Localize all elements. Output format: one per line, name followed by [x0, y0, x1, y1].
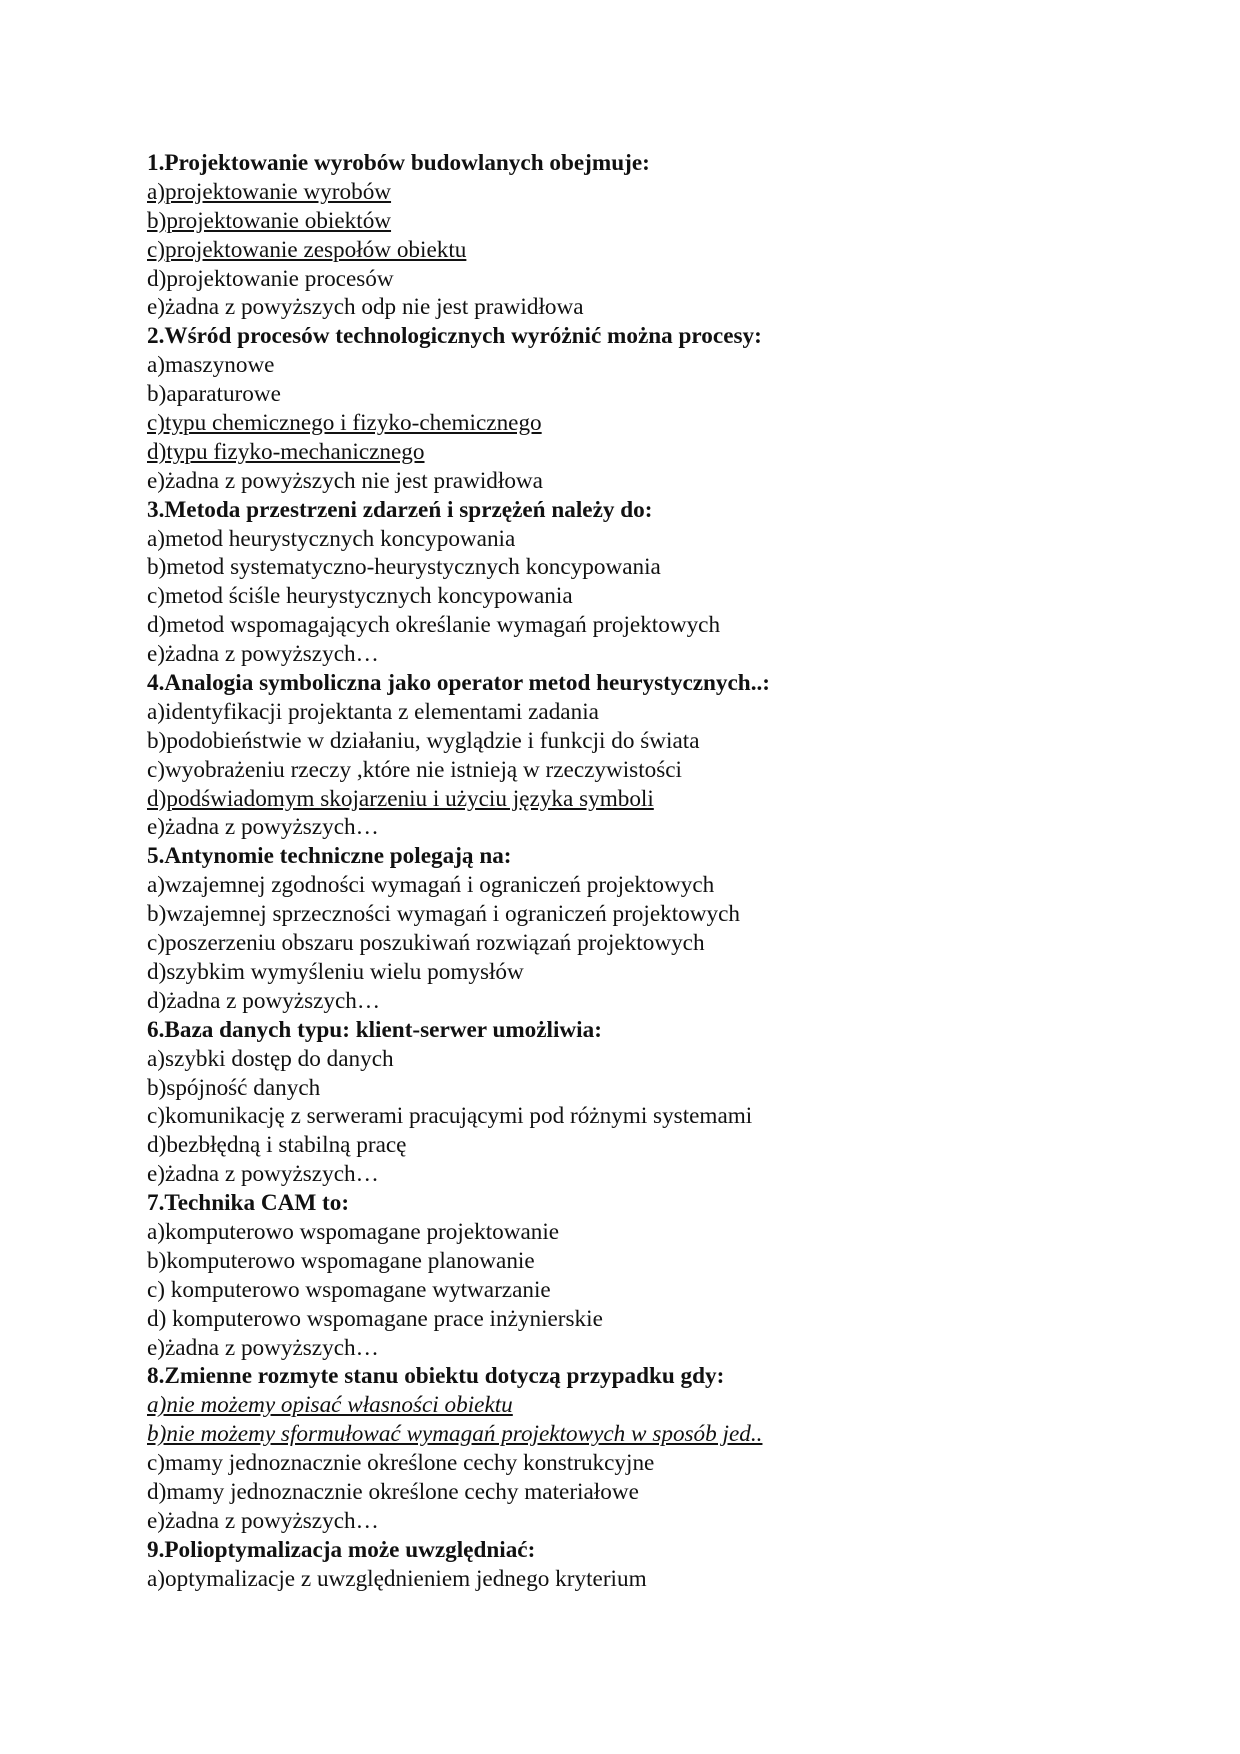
answer-text-marked: b)projektowanie obiektów: [147, 207, 392, 234]
answer-option: [147, 640, 1047, 669]
question-title: 4.Analogia symboliczna jako operator metod heurystycznych..:: [147, 670, 771, 697]
answer-option: [147, 1102, 1047, 1131]
answer-text: d)metod wspomagających określanie wymagań projektowych: [147, 612, 721, 639]
answer-text: b)metod systematyczno-heurystycznych koncypowania: [147, 554, 661, 581]
answer-text-marked: d)podświadomym skojarzeniu i użyciu języka symboli: [147, 785, 654, 812]
answer-text: d) komputerowo wspomagane prace inżynierskie: [147, 1305, 603, 1332]
answer-text: a)optymalizacje z uwzględnieniem jednego kryterium: [147, 1565, 647, 1592]
question-title: 8.Zmienne rozmyte stanu obiektu dotyczą przypadku gdy:: [147, 1363, 725, 1390]
answer-option: [147, 178, 1047, 207]
answer-option: [147, 525, 1047, 554]
answer-option: [147, 1565, 1047, 1594]
answer-text: e)żadna z powyższych…: [147, 814, 379, 841]
answer-option: [147, 1449, 1047, 1478]
answer-text: a)identyfikacji projektanta z elementami zadania: [147, 698, 599, 725]
answer-text: b)wzajemnej sprzeczności wymagań i ograniczeń projektowych: [147, 901, 740, 928]
answer-text: d)żadna z powyższych…: [147, 987, 381, 1014]
question-block: [147, 1189, 1047, 1362]
answer-text: d)projektowanie procesów: [147, 265, 394, 292]
answer-option: [147, 1131, 1047, 1160]
answer-option: [147, 1045, 1047, 1074]
answer-option: [147, 582, 1047, 611]
answer-text: a)maszynowe: [147, 352, 275, 379]
answer-text: b)aparaturowe: [147, 381, 281, 408]
question-block: [147, 1536, 1047, 1594]
answer-text: e)żadna z powyższych…: [147, 1334, 379, 1361]
answer-option: [147, 1478, 1047, 1507]
question-title: 9.Polioptymalizacja może uwzględniać:: [147, 1536, 536, 1563]
answer-text: b)komputerowo wspomagane planowanie: [147, 1247, 535, 1274]
answer-text: c) komputerowo wspomagane wytwarzanie: [147, 1276, 551, 1303]
answer-text: e)żadna z powyższych odp nie jest prawidłowa: [147, 294, 584, 321]
question-block: [147, 496, 1047, 669]
answer-text: c)poszerzeniu obszaru poszukiwań rozwiązań projektowych: [147, 930, 705, 957]
answer-option: [147, 351, 1047, 380]
answer-option: [147, 1391, 1047, 1420]
answer-text-marked: d)typu fizyko-mechanicznego: [147, 438, 425, 465]
answer-text: e)żadna z powyższych…: [147, 641, 379, 668]
answer-text: d)bezbłędną i stabilną pracę: [147, 1132, 407, 1159]
question-title: 3.Metoda przestrzeni zdarzeń i sprzężeń należy do:: [147, 496, 653, 523]
answer-text: c)komunikację z serwerami pracującymi pod różnymi systemami: [147, 1103, 753, 1130]
answer-option: [147, 698, 1047, 727]
question-title: 2.Wśród procesów technologicznych wyróżnić można procesy:: [147, 323, 762, 350]
answer-option: [147, 900, 1047, 929]
question-block: [147, 322, 1047, 495]
answer-option: [147, 553, 1047, 582]
question-block: [147, 149, 1047, 322]
question-title: 7.Technika CAM to:: [147, 1190, 350, 1217]
answer-text: e)żadna z powyższych…: [147, 1161, 379, 1188]
answer-text-marked: b)nie możemy sformułować wymagań projektowych w sposób jed..: [147, 1421, 763, 1448]
answer-option: [147, 207, 1047, 236]
answer-text: a)metod heurystycznych koncypowania: [147, 525, 516, 552]
answer-text: c)mamy jednoznacznie określone cechy konstrukcyjne: [147, 1450, 655, 1477]
answer-option: [147, 1305, 1047, 1334]
answer-option: [147, 871, 1047, 900]
answer-option: [147, 611, 1047, 640]
question-block: [147, 1016, 1047, 1189]
question-title: 5.Antynomie techniczne polegają na:: [147, 843, 512, 870]
quiz-content: [147, 149, 1047, 1594]
answer-option: [147, 293, 1047, 322]
question-block: [147, 669, 1047, 842]
answer-option: [147, 929, 1047, 958]
answer-text: a)szybki dostęp do danych: [147, 1045, 394, 1072]
answer-text: a)wzajemnej zgodności wymagań i ograniczeń projektowych: [147, 872, 715, 899]
answer-option: [147, 813, 1047, 842]
answer-text-marked: c)typu chemicznego i fizyko-chemicznego: [147, 410, 542, 437]
answer-option: [147, 1507, 1047, 1536]
answer-option: [147, 987, 1047, 1016]
answer-option: [147, 236, 1047, 265]
answer-option: [147, 785, 1047, 814]
answer-text: b)podobieństwie w działaniu, wyglądzie i funkcji do świata: [147, 727, 700, 754]
answer-option: [147, 265, 1047, 294]
answer-option: [147, 467, 1047, 496]
answer-option: [147, 1247, 1047, 1276]
question-block: [147, 842, 1047, 1015]
answer-option: [147, 727, 1047, 756]
answer-option: [147, 1160, 1047, 1189]
answer-option: [147, 1276, 1047, 1305]
answer-text: b)spójność danych: [147, 1074, 321, 1101]
answer-option: [147, 409, 1047, 438]
answer-text: e)żadna z powyższych nie jest prawidłowa: [147, 467, 543, 494]
question-title: 1.Projektowanie wyrobów budowlanych obejmuje:: [147, 150, 650, 176]
answer-text-marked: a)nie możemy opisać własności obiektu: [147, 1392, 513, 1419]
answer-option: [147, 1218, 1047, 1247]
answer-text: c)wyobrażeniu rzeczy ,które nie istnieją w rzeczywistości: [147, 756, 682, 783]
answer-option: [147, 1420, 1047, 1449]
answer-text: d)mamy jednoznacznie określone cechy materiałowe: [147, 1478, 639, 1505]
answer-text: e)żadna z powyższych…: [147, 1507, 379, 1534]
answer-text-marked: c)projektowanie zespołów obiektu: [147, 236, 467, 263]
answer-option: [147, 1074, 1047, 1103]
answer-option: [147, 1334, 1047, 1363]
question-title: 6.Baza danych typu: klient-serwer umożliwia:: [147, 1016, 602, 1043]
answer-option: [147, 438, 1047, 467]
answer-option: [147, 380, 1047, 409]
question-block: [147, 1362, 1047, 1535]
answer-text: c)metod ściśle heurystycznych koncypowania: [147, 583, 573, 610]
answer-text: a)komputerowo wspomagane projektowanie: [147, 1218, 560, 1245]
answer-text: d)szybkim wymyśleniu wielu pomysłów: [147, 958, 524, 985]
answer-option: [147, 756, 1047, 785]
answer-text-marked: a)projektowanie wyrobów: [147, 178, 392, 205]
answer-option: [147, 958, 1047, 987]
